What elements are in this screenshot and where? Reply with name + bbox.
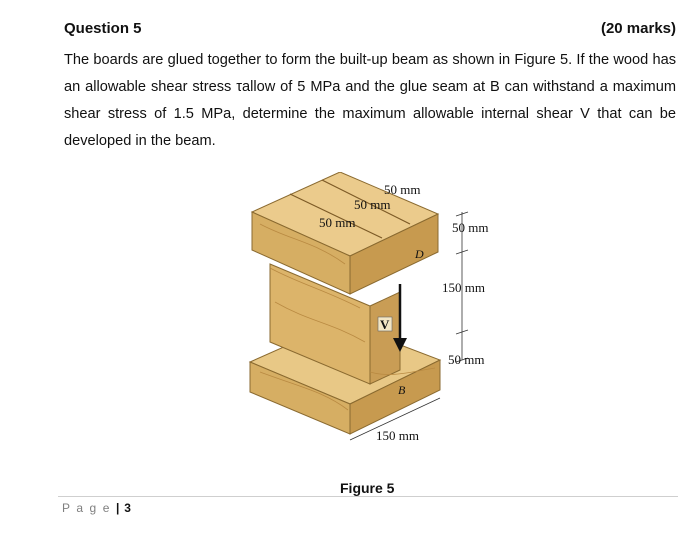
dim-right-middle: 150 mm [442,280,485,295]
dim-right-top: 50 mm [452,220,489,235]
question-body: The boards are glued together to form the built-up beam as shown in Figure 5. If the wood has an allowable shear stress τallow of 5 MPa and the glue seam at B can withstand a maximum shear stress of 1.5 MPa, determine the maximum allowable internal shear V that can be developed in the beam. [64,52,676,149]
dim-top-middle: 50 mm [354,197,391,212]
point-b-label: B [398,383,406,397]
beam-figure [230,172,510,462]
dim-bottom: 150 mm [376,428,419,443]
question-header [64,20,676,42]
question-marks: (20 marks) [600,20,676,37]
page-number: 3 [124,501,133,515]
shear-v-label: V [380,317,390,332]
page-footer [62,501,133,515]
page-word: P a g e [62,501,112,515]
figure-caption: Figure 5 [340,480,395,496]
dim-top-outer: 50 mm [384,182,421,197]
footer-divider [58,496,678,497]
dim-right-bottom: 50 mm [448,352,485,367]
question-title: Question 5 [64,20,142,37]
point-d-label: D [415,247,424,261]
beam-illustration [230,172,510,462]
page-separator: | [115,501,120,515]
dim-top-left: 50 mm [319,215,356,230]
